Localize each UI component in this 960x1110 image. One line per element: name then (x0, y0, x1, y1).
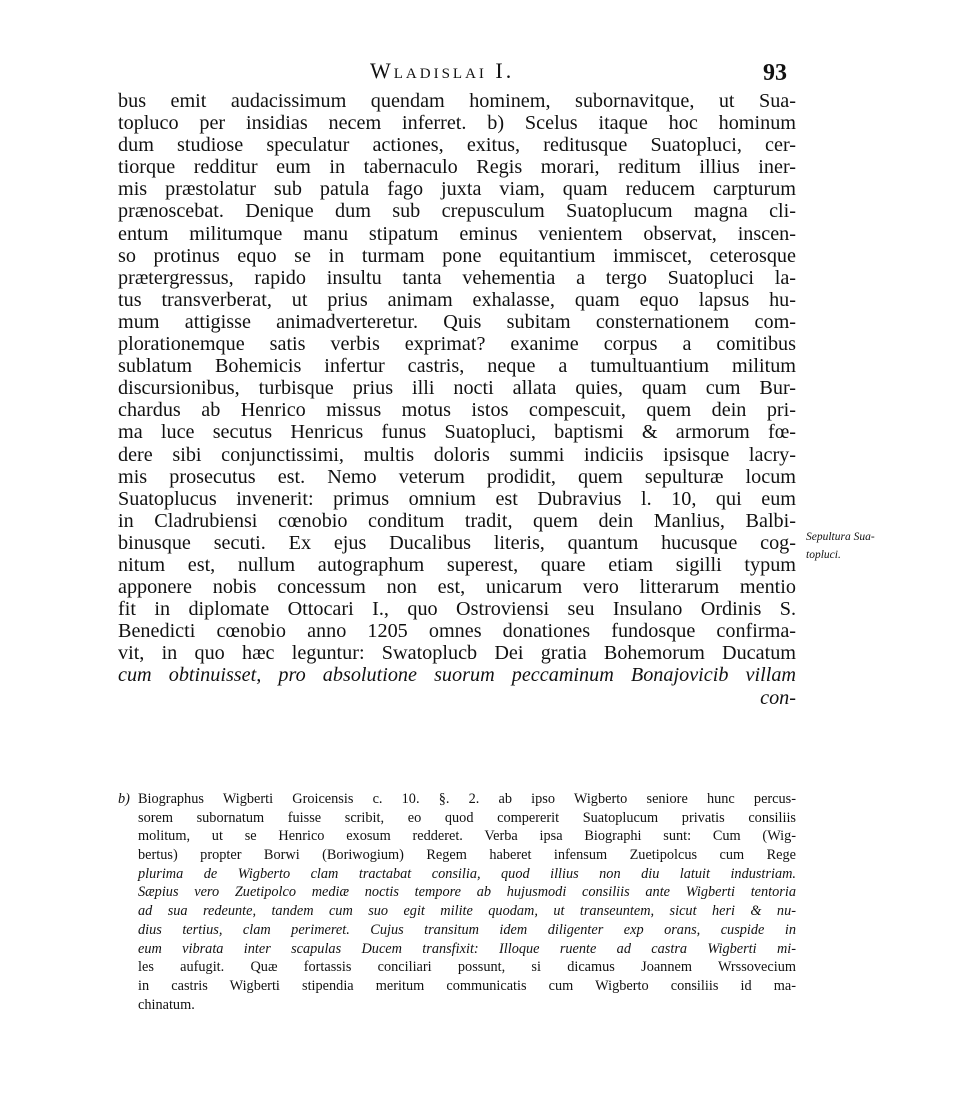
page-number: 93 (763, 60, 787, 86)
text-line: fit in diplomate Ottocari I., quo Ostroviensi seu Insulano Ordinis S. (118, 598, 796, 621)
footnote-line: dius tertius, clam perimeret. Cujus transitum idem diligenter exp orans, cuspide in (138, 921, 796, 938)
marginal-note-line: topluci. (806, 549, 841, 561)
text-line: discursionibus, turbisque prius illi nocti allata quies, quam cum Bur- (118, 377, 796, 400)
marginal-note-line: Sepultura Sua- (806, 531, 875, 543)
footnote-line: ad sua redeunte, tandem cum suo egit milite quodam, ut transeuntem, sicut heri & nu- (138, 903, 796, 920)
footnote-line: plurima de Wigberto clam tractabat consilia, quod illius non diu latuit industriam. (138, 865, 796, 882)
text-line: bus emit audacissimum quendam hominem, subornavitque, ut Sua- (118, 90, 796, 112)
text-line: so protinus equo se in turmam pone equitantium immiscet, ceterosque (118, 244, 796, 267)
text-line: tiorque redditur eum in tabernaculo Regis morari, reditum illius iner- (118, 156, 796, 179)
footnote-line: in castris Wigberti stipendia meritum communicatis cum Wigberto consiliis id ma- (138, 977, 796, 994)
text-line: tus transverberat, ut prius animam exhalasse, quam equo lapsus hu- (118, 288, 796, 311)
footnote-line: bertus) propter Borwi (Boriwogium) Regem haberet infensum Zuetipolcus cum Rege (138, 847, 796, 864)
footnote-body (138, 790, 796, 1014)
footnote-line: Biographus Wigberti Groicensis c. 10. §. 2. ab ipso Wigberto seniore hunc percus- (138, 791, 796, 807)
text-line: sublatum Bohemicis infertur castris, neque a tumultuantium militum (118, 355, 796, 378)
text-line: dum studiose speculatur actiones, exitus, reditusque Suatopluci, cer- (118, 134, 796, 157)
text-line: chardus ab Henrico missus motus istos compescuit, quem dein pri- (118, 399, 796, 422)
text-line: in Cladrubiensi cœnobio conditum tradit, quem dein Manlius, Balbi- (118, 509, 796, 532)
text-line: dere sibi conjunctissimi, multis doloris summi indiciis ipsisque lacry- (118, 443, 796, 466)
footnote-line: molitum, ut se Henrico exosum redderet. Verba ipsa Biographi sunt: Cum (Wig- (138, 828, 796, 845)
text-line: prætergressus, rapido insultu tanta vehementia a tergo Suatopluci la- (118, 266, 796, 289)
text-line: Benedicti cœnobio anno 1205 omnes donationes fundosque confirma- (118, 620, 796, 643)
text-line: mis prosecutus est. Nemo veterum prodidit, quem sepulturæ locum (118, 465, 796, 488)
footnote-line: eum vibrata inter scapulas Ducem transfixit: Illoque ruente ad castra Wigberti mi- (138, 940, 796, 957)
footnote-line: les aufugit. Quæ fortassis conciliari possunt, si dicamus Joannem Wrssovecium (138, 959, 796, 976)
footnote-line: Sæpius vero Zuetipolco mediæ noctis tempore ab hujusmodi consiliis ante Wigberti tentoria (138, 884, 796, 901)
text-line: mum attigisse animadverteretur. Quis subitam consternationem com- (118, 310, 796, 333)
footnote-line: chinatum. (138, 996, 195, 1013)
footnote-line: sorem subornatum fuisse scribit, eo quod compererit Suatoplucum privatis consiliis (138, 809, 796, 826)
text-line: prænoscebat. Denique dum sub crepusculum Suatoplucum magna cli- (118, 200, 796, 223)
text-line: nitum est, nullum autographum superest, quare etiam sigilli typum (118, 553, 796, 576)
text-line: Suatoplucus invenerit: primus omnium est Dubravius l. 10, qui eum (118, 487, 796, 510)
marginal-note (806, 528, 875, 564)
footnote (118, 790, 796, 1014)
text-line: ma luce secutus Henricus funus Suatopluci, baptismi & armorum fœ- (118, 421, 796, 444)
main-text (118, 90, 796, 709)
text-line: mis præstolatur sub patula fago juxta viam, quam reducem carpturum (118, 178, 796, 201)
text-line-quote: cum obtinuisset, pro absolutione suorum peccaminum Bonajovicib villam (118, 664, 796, 687)
text-line: plorationemque satis verbis exprimat? exanime corpus a comitibus (118, 333, 796, 356)
running-head: Wladislai I. (370, 58, 515, 83)
text-line: vit, in quo hæc leguntur: Swatoplucb Dei gratia Bohemorum Ducatum (118, 642, 796, 665)
text-line: topluco per insidias necem inferret. b) Scelus itaque hoc hominum (118, 112, 796, 135)
text-line: apponere nobis concessum non est, unicarum vero litterarum mentio (118, 576, 796, 599)
text-line: binusque secuti. Ex ejus Ducalibus literis, quantum hucusque cog- (118, 531, 796, 554)
text-line: entum militumque manu stipatum eminus venientem observat, inscen- (118, 222, 796, 245)
footnote-marker: b) (118, 791, 130, 807)
catchword: con- (760, 686, 796, 709)
